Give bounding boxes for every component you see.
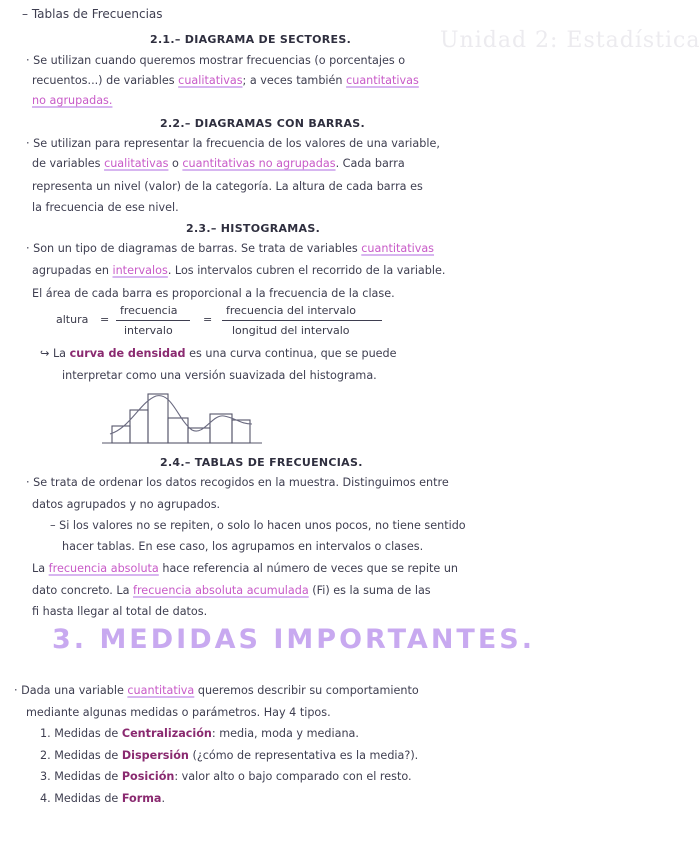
s23-line-1: · Son un tipo de diagramas de barras. Se trata de variables cuantitativas	[26, 242, 435, 255]
hook-arrow-icon: ↪	[40, 347, 50, 360]
s23-line-6: interpretar como una versión suavizada del histograma.	[62, 369, 377, 382]
s21-line-3: no agrupadas.	[32, 94, 113, 107]
section-2-4-title: 2.4.– TABLAS DE FRECUENCIAS.	[160, 456, 363, 469]
s24-line-2: datos agrupados y no agrupados.	[32, 498, 221, 511]
s22-line-3: representa un nivel (valor) de la categoría. La altura de cada barra es	[32, 180, 423, 193]
s23-line-5: ↪ La curva de densidad es una curva continua, que se puede	[40, 347, 397, 360]
list-item-posicion: 3. Medidas de Posición: valor alto o bajo comparado con el resto.	[40, 770, 412, 783]
s24-line-1: · Se trata de ordenar los datos recogidos en la muestra. Distinguimos entre	[26, 476, 449, 489]
top-heading: – Tablas de Frecuencias	[22, 7, 163, 21]
s24-line-6: dato concreto. La frecuencia absoluta acumulada (Fi) es la suma de las	[32, 584, 431, 597]
fraction-1-denominator: intervalo	[124, 324, 173, 337]
s3-line-2: mediante algunas medidas o parámetros. Hay 4 tipos.	[26, 706, 331, 719]
s21-line-1: · Se utilizan cuando queremos mostrar frecuencias (o porcentajes o	[26, 54, 406, 67]
s23-line-2: agrupadas en intervalos. Los intervalos cubren el recorrido de la variable.	[32, 264, 446, 277]
s3-line-1: · Dada una variable cuantitativa queremos describir su comportamiento	[14, 684, 419, 697]
equals-1: =	[100, 313, 110, 326]
section-2-3-title: 2.3.– HISTOGRAMAS.	[186, 222, 321, 235]
section-2-1-title: 2.1.– DIAGRAMA DE SECTORES.	[150, 33, 352, 46]
equals-2: =	[203, 313, 213, 326]
s24-line-5: La frecuencia absoluta hace referencia al número de veces que se repite un	[32, 562, 458, 575]
s23-line-3: El área de cada barra es proporcional a la frecuencia de la clase.	[32, 287, 395, 300]
fraction-1-bar	[116, 320, 190, 321]
s24-line-4: hacer tablas. En ese caso, los agrupamos en intervalos o clases.	[62, 540, 424, 553]
histogram-sketch	[100, 388, 270, 448]
s21-line-2: recuentos...) de variables cualitativas; a veces también cuantitativas	[32, 74, 419, 87]
s24-line-3: – Si los valores no se repiten, o solo lo hacen unos pocos, no tiene sentido	[50, 519, 466, 532]
section-3-title: 3. MEDIDAS IMPORTANTES.	[52, 624, 535, 655]
s22-line-1: · Se utilizan para representar la frecuencia de los valores de una variable,	[26, 137, 440, 150]
altura-label: altura	[56, 313, 89, 326]
fraction-2-denominator: longitud del intervalo	[232, 324, 350, 337]
s22-line-4: la frecuencia de ese nivel.	[32, 201, 179, 214]
list-item-forma: 4. Medidas de Forma.	[40, 792, 166, 805]
fraction-1-numerator: frecuencia	[120, 304, 178, 317]
fraction-2-bar	[222, 320, 382, 321]
faint-header: Unidad 2: Estadística	[440, 28, 700, 53]
section-2-2-title: 2.2.– DIAGRAMAS CON BARRAS.	[160, 117, 365, 130]
list-item-centralizacion: 1. Medidas de Centralización: media, moda y mediana.	[40, 727, 359, 740]
fraction-2-numerator: frecuencia del intervalo	[226, 304, 356, 317]
s24-line-7: fi hasta llegar al total de datos.	[32, 605, 208, 618]
list-item-dispersion: 2. Medidas de Dispersión (¿cómo de representativa es la media?).	[40, 749, 419, 762]
s22-line-2: de variables cualitativas o cuantitativas no agrupadas. Cada barra	[32, 157, 405, 170]
